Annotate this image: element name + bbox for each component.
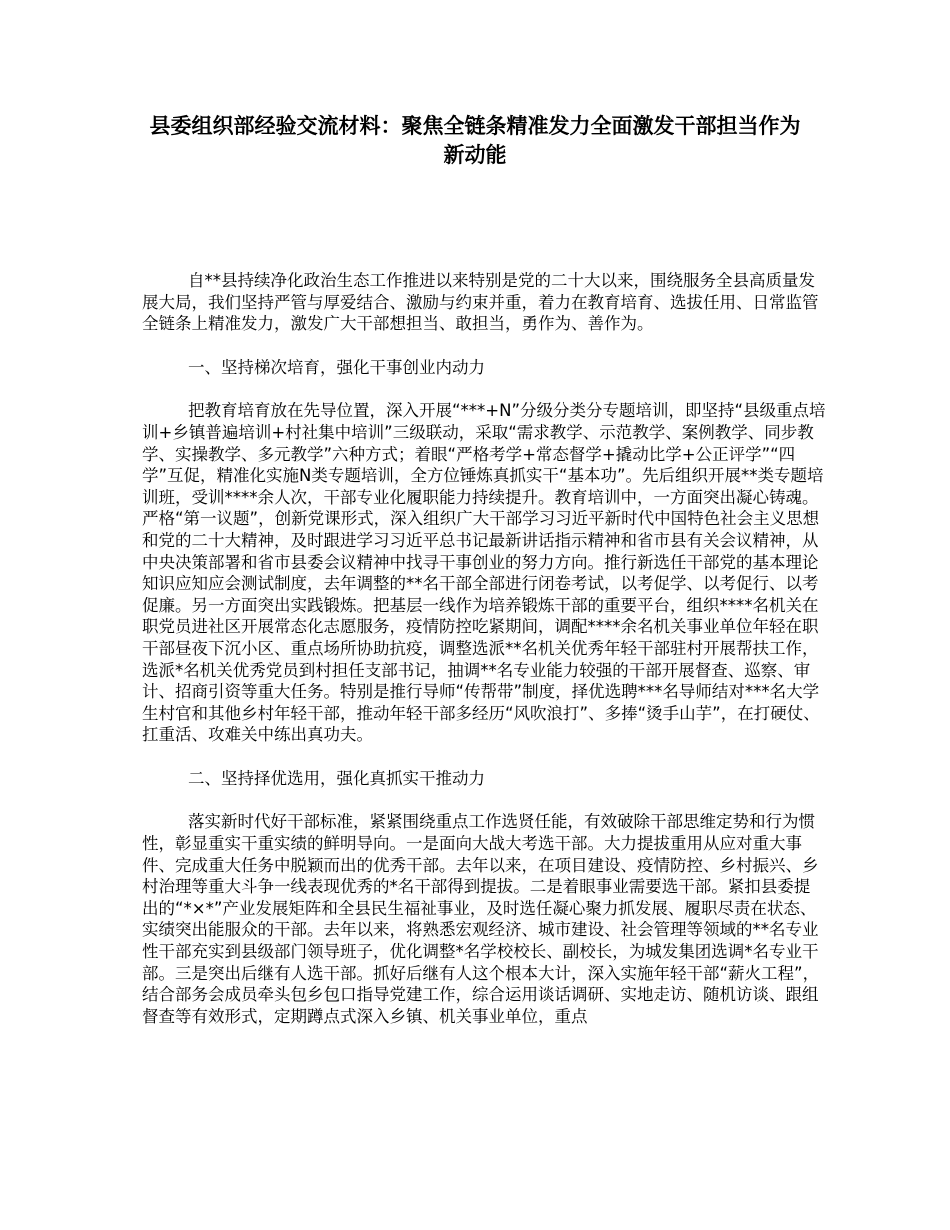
document-title: 县委组织部经验交流材料：聚焦全链条精准发力全面激发干部担当作为新动能 xyxy=(149,114,801,167)
section-1-paragraph: 把教育培育放在先导位置，深入开展“***+N”分级分类分专题培训，即坚持“县级重点培训+乡镇普遍培训+村社集中培训”三级联动，采取“需求教学、示范教学、案例教学、同步教学、实操教学、多元教学”六种方式；着眼“严格考学+常态督学+撬动比学+公正评学”“四学”互促，精准化实施N类专题培训，全方位锤炼真抓实干“基本功”。先后组织开展**类专题培训班，受训****余人次，干部专业化履职能力持续提升。教育培训中，一方面突出凝心铸魂。严格“第一议题”，创新党课形式，深入组织广大干部学习习近平新时代中国特色社会主义思想和党的二十大精神，及时跟进学习习近平总书记最新讲话指示精神和省市县有关会议精神，从中央决策部署和省市县委会议精神中找寻干事创业的努力方向。推行新选任干部党的基本理论知识应知应会测试制度，去年调整的**名干部全部进行闭卷考试，以考促学、以考促行、以考促廉。另一方面突出实践锻炼。把基层一线作为培养锻炼干部的重要平台，组织****名机关在职党员进社区开展常态化志愿服务，疫情防控吃紧期间，调配****余名机关事业单位年轻在职干部昼夜下沉小区、重点场所协助抗疫，调整选派**名机关优秀年轻干部驻村开展帮扶工作，选派*名机关优秀党员到村担任支部书记，抽调**名专业能力较强的干部开展督查、巡察、审计、招商引资等重大任务。特别是推行导师“传帮带”制度，择优选聘***名导师结对***名大学生村官和其他乡村年轻干部，推动年轻干部多经历“风吹浪打”、多捧“烫手山芋”，在打硬仗、扛重活、攻难关中练出真功夫。 xyxy=(142,401,826,745)
paragraph-spacer xyxy=(142,746,826,768)
section-2-paragraph: 落实新时代好干部标准，紧紧围绕重点工作选贤任能，有效破除干部思维定势和行为惯性，彰显重实干重实绩的鲜明导向。一是面向大战大考选干部。大力提拔重用从应对重大事件、完成重大任务中脱颖而出的优秀干部。去年以来，在项目建设、疫情防控、乡村振兴、乡村治理等重大斗争一线表现优秀的*名干部得到提拔。二是着眼事业需要选干部。紧扣县委提出的“*×*”产业发展矩阵和全县民生福祉事业，及时选任凝心聚力抓发展、履职尽责在状态、实绩突出能服众的干部。去年以来，将熟悉宏观经济、城市建设、社会管理等领域的**名专业性干部充实到县级部门领导班子，优化调整*名学校校长、副校长，为城发集团选调*名专业干部。三是突出后继有人选干部。抓好后继有人这个根本大计，深入实施年轻干部“薪火工程”，结合部务会成员牵头包乡包口指导党建工作，综合运用谈话调研、实地走访、随机访谈、跟组督查等有效形式，定期蹲点式深入乡镇、机关事业单位，重点 xyxy=(142,812,820,1026)
paragraph-spacer xyxy=(142,335,826,357)
document-body xyxy=(142,270,826,1027)
section-2-heading: 二、坚持择优选用，强化真抓实干推动力 xyxy=(188,768,485,788)
section-1-heading: 一、坚持梯次培育，强化干事创业内动力 xyxy=(188,357,485,377)
intro-paragraph: 自**县持续净化政治生态工作推进以来特别是党的二十大以来，围绕服务全县高质量发展大局，我们坚持严管与厚爱结合、激励与约束并重，着力在教育培育、选拔任用、日常监管全链条上精准发力，激发广大干部想担当、敢担当，勇作为、善作为。 xyxy=(142,271,819,334)
paragraph-spacer xyxy=(142,789,826,811)
paragraph-spacer xyxy=(142,378,826,400)
